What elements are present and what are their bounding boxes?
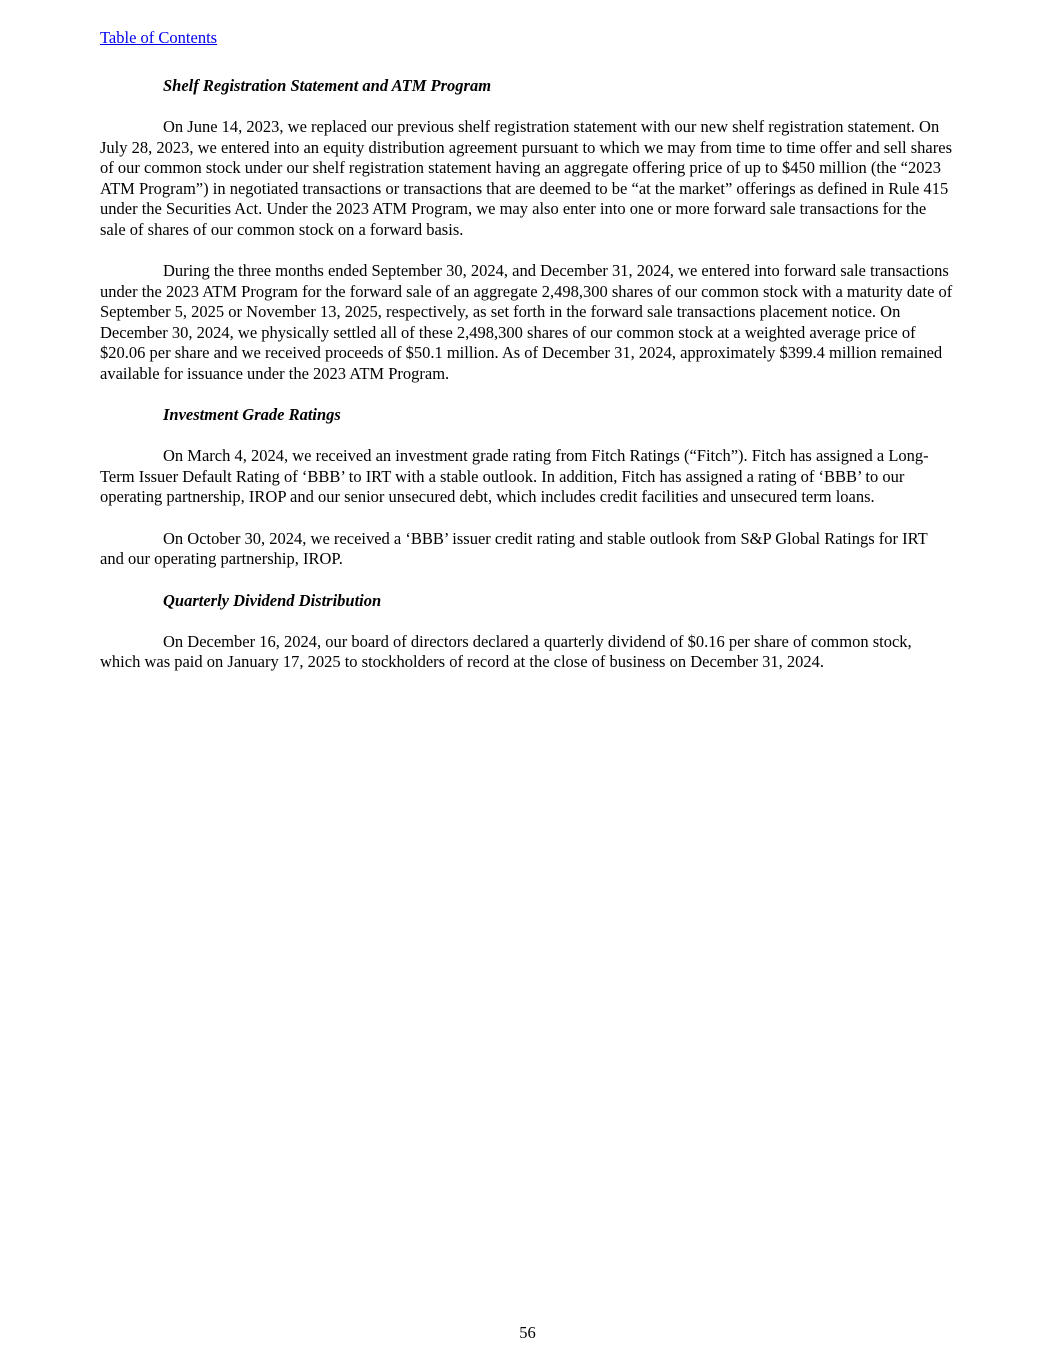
section-shelf-registration-atm-program xyxy=(100,76,955,384)
page-number: 56 xyxy=(519,1323,536,1342)
section-heading-shelf-registration: Shelf Registration Statement and ATM Program xyxy=(163,76,492,95)
section-quarterly-dividend-distribution xyxy=(100,591,955,673)
section-heading-investment-grade-ratings: Investment Grade Ratings xyxy=(163,405,341,424)
paragraph-investment-grade-2: On October 30, 2024, we received a ‘BBB’ issuer credit rating and stable outlook from S&P Global Ratings for IRT and our operating partnership, IROP. xyxy=(100,528,928,568)
paragraph-shelf-registration-1: On June 14, 2023, we replaced our previous shelf registration statement with our new shelf registration statement. On July 28, 2023, we entered into an equity distribution agreement pursuant to which we may from time to time offer and sell shares of our common stock under our shelf registration statement having an aggregate offering price of up to $450 million (the “2023 ATM Program”) in negotiated transactions or transactions that are deemed to be “at the market” offerings as defined in Rule 415 under the Securities Act. Under the 2023 ATM Program, we may also enter into one or more forward sale transactions for the sale of shares of our common stock on a forward basis. xyxy=(100,117,952,239)
section-investment-grade-ratings xyxy=(100,405,955,570)
section-heading-quarterly-dividend: Quarterly Dividend Distribution xyxy=(163,590,382,610)
paragraph-investment-grade-1: On March 4, 2024, we received an investment grade rating from Fitch Ratings (“Fitch”). Fitch has assigned a Long-Term Issuer Default Rating of ‘BBB’ to IRT with a stable outlook. In addition, Fitch has assigned a rating of ‘BBB’ to our operating partnership, IROP and our senior unsecured debt, which includes credit facilities and unsecured term loans. xyxy=(100,446,929,506)
paragraph-quarterly-dividend-1: On December 16, 2024, our board of directors declared a quarterly dividend of $0.16 per share of common stock, which was paid on January 17, 2025 to stockholders of record at the close of business on December 31, 2024. xyxy=(100,631,912,671)
document-content xyxy=(0,0,1055,673)
table-of-contents-link[interactable]: Table of Contents xyxy=(100,28,218,47)
paragraph-shelf-registration-2: During the three months ended September 30, 2024, and December 31, 2024, we entered into forward sale transactions under the 2023 ATM Program for the forward sale of an aggregate 2,498,300 shares of our common stock with a maturity date of September 5, 2025 or November 13, 2025, respectively, as set forth in the forward sale transactions placement notice. On December 30, 2024, we physically settled all of these 2,498,300 shares of our common stock at a weighted average price of $20.06 per share and we received proceeds of $50.1 million. As of December 31, 2024, approximately $399.4 million remained available for issuance under the 2023 ATM Program. xyxy=(100,261,953,383)
